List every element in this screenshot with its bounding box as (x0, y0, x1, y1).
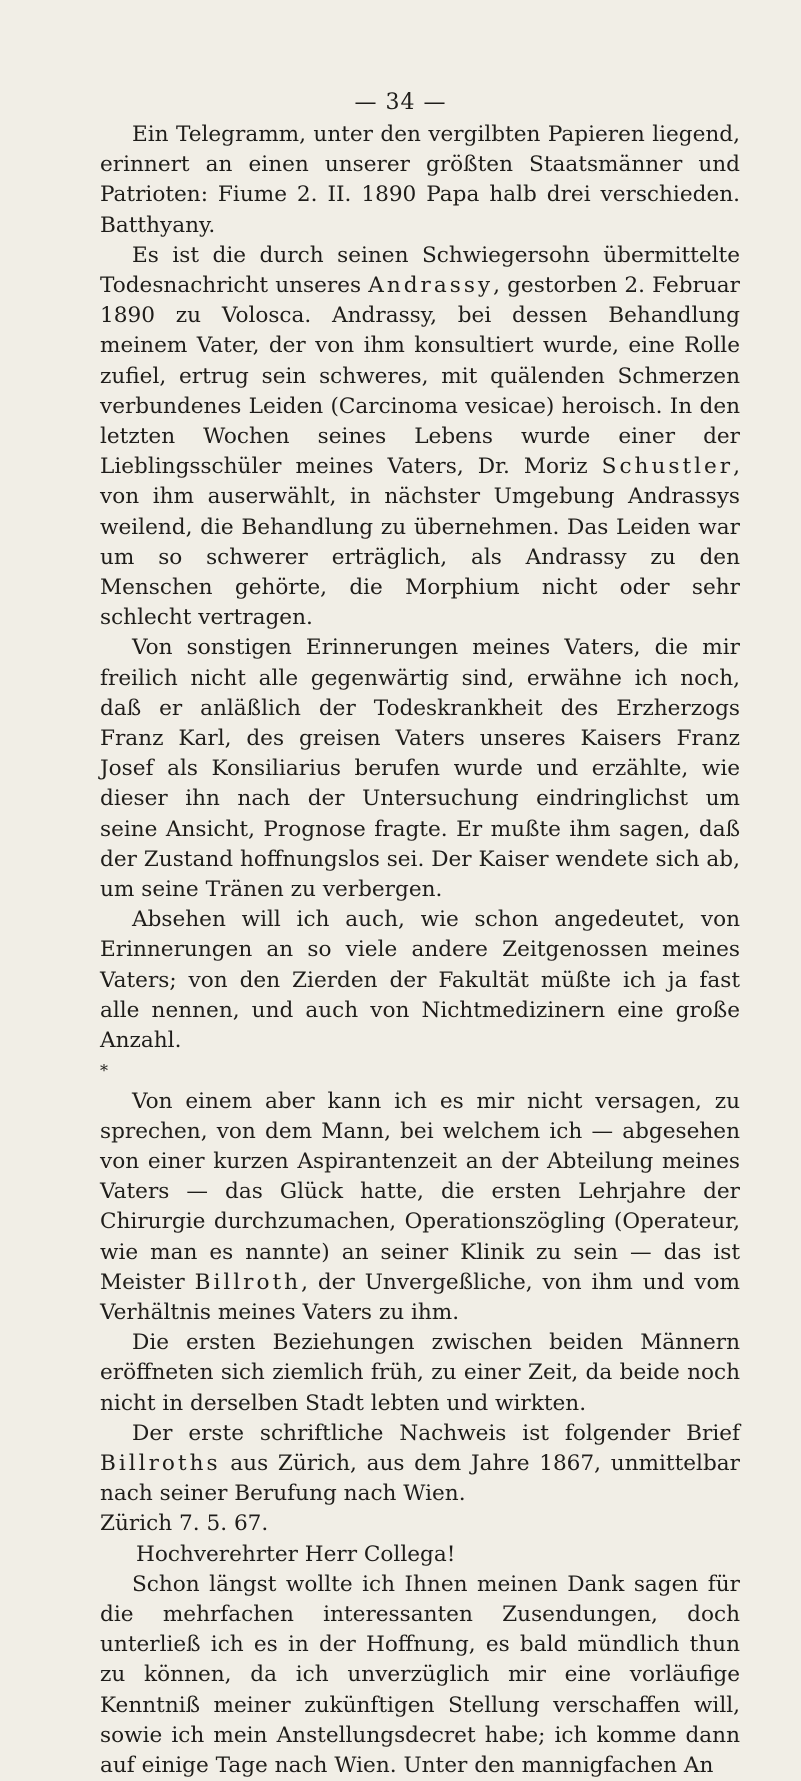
spaced-name-billroth: Billroth (194, 1269, 302, 1295)
paragraph-beziehungen: Die ersten Beziehungen zwischen beiden Männern eröffneten sich ziemlich früh, zu einer Zeit, da beide noch nicht in derselben Stadt lebten und wirkten. (100, 1330, 740, 1416)
paragraph-telegram: Ein Telegramm, unter den vergilbten Papieren liegend, erinnert an einen unserer größten Staatsmänner und Patrioten: Fiume 2. II. 1890 Papa halb drei verschieden. Batthyany. (100, 122, 740, 238)
paragraph-andrassy (100, 241, 740, 634)
spaced-name-schustler: Schustler (601, 454, 734, 480)
page-number: — 34 — (354, 90, 447, 115)
paragraph-billroth (100, 1087, 740, 1329)
paragraph-nachweis-text-2: aus Zürich, aus dem Jahre 1867, unmittelbar nach seiner Berufung nach Wien. (100, 1450, 740, 1507)
paragraph-zeitgenossen: Absehen will ich auch, wie schon angedeutet, von Erinnerungen an so viele andere Zeitgenossen meines Vaters; von den Zierden der Fakultät müßte ich ja fast alle nennen, und auch von Nichtmedizinern eine große Anzahl. (100, 907, 740, 1054)
letter-body: Schon längst wollte ich Ihnen meinen Dank sagen für die mehrfachen interessanten Zusendungen, doch unterließ ich es in der Hoffnung, es bald mündlich thun zu können, da ich unverzüglich mir eine vorläufige Kenntniß meiner zukünftigen Stellung verschaffen will, sowie ich mein Anstellungsdecret habe; ich komme dann auf einige Tage nach Wien. Unter den mannigfachen An (100, 1571, 740, 1778)
paragraph-nachweis (100, 1419, 740, 1510)
paragraph-andrassy-text-3: , von ihm auserwählt, in nächster Umgebung Andrassys weilend, die Behandlung zu übernehmen. Das Leiden war um so schwerer erträglich, als Andrassy zu den Menschen gehörte, die Morphium nicht oder sehr schlecht vertragen. (100, 454, 740, 631)
spaced-name-andrassy: Andrassy (368, 273, 494, 299)
paragraph-franz-karl: Von sonstigen Erinnerungen meines Vaters, die mir freilich nicht alle gegenwärtig sind, erwähne ich noch, daß er anläßlich der Todeskrankheit des Erzherzogs Franz Karl, des greisen Vaters unseres Kaisers Franz Josef als Konsiliarius berufen wurde und erzählte, wie dieser ihn nach der Untersuchung eindringlichst um seine Ansicht, Prognose fragte. Er mußte ihm sagen, daß der Zustand hoffnungslos sei. Der Kaiser wendete sich ab, um seine Tränen zu verbergen. (100, 635, 740, 903)
paragraph-nachweis-text-1: Der erste schriftliche Nachweis ist folgender Brief (132, 1420, 740, 1446)
paragraph-andrassy-text-1: Es ist die durch seinen Schwiegersohn übermittelte Todesnachricht unseres (100, 242, 740, 299)
paragraph-billroth-text-1: Von einem aber kann ich es mir nicht versagen, zu sprechen, von dem Mann, bei welchem ich — abgesehen von einer kurzen Aspirantenzeit an der Abteilung meines Vaters — das Glück hatte, die ersten Lehrjahre der Chirurgie durchzumachen, Operationszögling (Operateur, wie man es nannte) an seiner Klinik zu sein — das ist Meister (100, 1088, 740, 1295)
paragraph-billroth-text-2: , der Unvergeßliche, von ihm und vom Verhältnis meines Vaters zu ihm. (100, 1269, 740, 1325)
section-separator: * (100, 1061, 108, 1081)
paragraph-andrassy-text-2: , gestorben 2. Februar 1890 zu Volosca. Andrassy, bei dessen Behandlung meinem Vater, der von ihm konsultiert wurde, eine Rolle zufiel, ertrug sein schweres, mit quälenden Schmerzen verbundenes Leiden (Carcinoma vesicae) heroisch. In den letzten Wochen seines Lebens wurde einer der Lieblingsschüler meines Vaters, Dr. Moriz (100, 273, 740, 480)
spaced-name-billroths: Billroths (100, 1450, 221, 1476)
letter-place-date: Zürich 7. 5. 67. (100, 1511, 269, 1537)
body-text (100, 120, 740, 1781)
letter-salutation: Hochverehrter Herr Collega! (136, 1541, 456, 1567)
